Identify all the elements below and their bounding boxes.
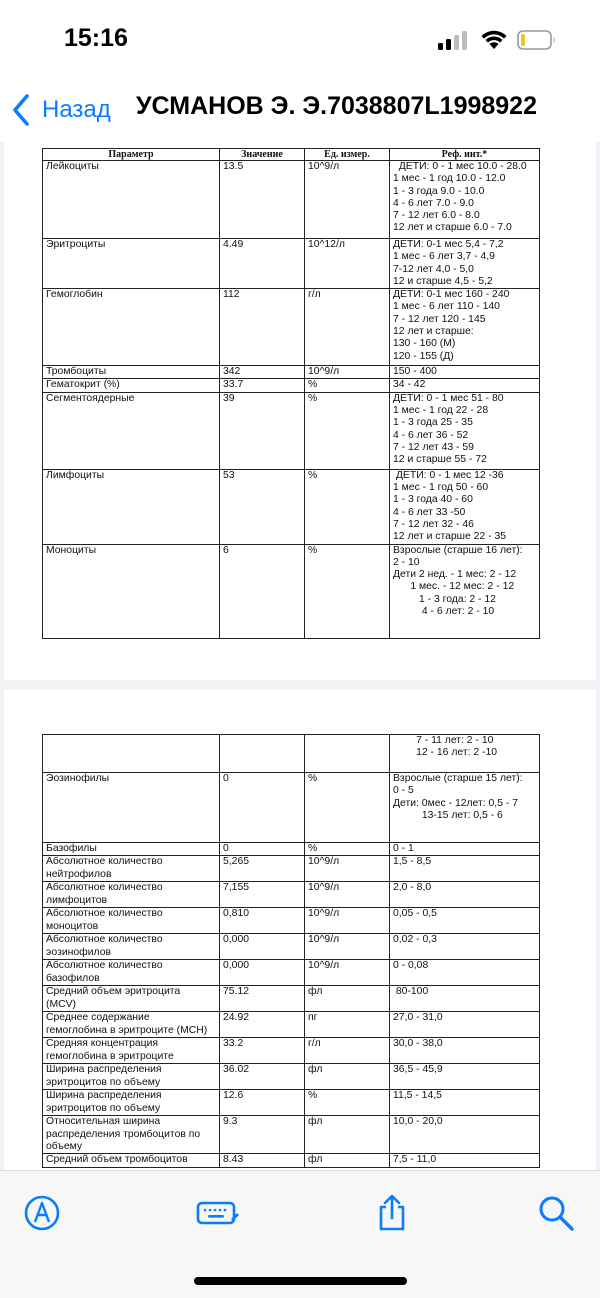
header-value: Значение: [220, 149, 305, 161]
reference-cell: ДЕТИ: 0 - 1 мес 12 -36 1 мес - 1 год 50 - 60 1 - 3 года 40 - 60 4 - 6 лет 33 -50 7 - 12 лет 32 - 46 12 лет и старше 22 - 35: [390, 469, 540, 544]
param-cell: [43, 735, 220, 773]
reference-cell: 36,5 - 45,9: [390, 1064, 540, 1090]
value-cell: 33.7: [220, 379, 305, 392]
value-cell: 13.5: [220, 161, 305, 239]
param-cell: Гемоглобин: [43, 289, 220, 366]
document-page-2: [4, 690, 596, 1170]
param-cell: Эритроциты: [43, 239, 220, 289]
reference-cell: ДЕТИ: 0 - 1 мес 51 - 80 1 мес - 1 год 22 - 28 1 - 3 года 25 - 35 4 - 6 лет 36 - 52 7 - 12 лет 43 - 59 12 и старше 55 - 72: [390, 392, 540, 469]
value-cell: 5,265: [220, 856, 305, 882]
param-cell: Лимфоциты: [43, 469, 220, 544]
table-row: [43, 908, 540, 934]
keyboard-icon[interactable]: [195, 1193, 239, 1233]
reference-cell: 7,5 - 11,0: [390, 1154, 540, 1168]
param-cell: Лейкоциты: [43, 161, 220, 239]
param-cell: Средний объем эритроцита (MCV): [43, 986, 220, 1012]
unit-cell: 10^9/л: [305, 882, 390, 908]
reference-cell: 34 - 42: [390, 379, 540, 392]
param-cell: Ширина распределения эритроцитов по объему: [43, 1064, 220, 1090]
unit-cell: %: [305, 469, 390, 544]
document-page-1: [4, 142, 596, 680]
lab-results-table: [42, 148, 540, 639]
value-cell: 4.49: [220, 239, 305, 289]
table-row: [43, 161, 540, 239]
table-row: [43, 1064, 540, 1090]
reference-cell: Взрослые (старше 16 лет): 2 - 10 Дети 2 нед. - 1 мес: 2 - 12 1 мес. - 12 мес: 2 - 12 1 - 3 года: 2 - 12 4 - 6 лет: 2 - 10: [390, 544, 540, 638]
value-cell: 7,155: [220, 882, 305, 908]
unit-cell: пг: [305, 1012, 390, 1038]
table-row: [43, 1116, 540, 1154]
table-row: [43, 773, 540, 843]
value-cell: 39: [220, 392, 305, 469]
chevron-left-icon: [10, 93, 32, 127]
unit-cell: г/л: [305, 1038, 390, 1064]
table-row: [43, 392, 540, 469]
unit-cell: %: [305, 544, 390, 638]
home-indicator: [194, 1277, 407, 1285]
reference-cell: 11,5 - 14,5: [390, 1090, 540, 1116]
table-row: [43, 843, 540, 856]
value-cell: 36.02: [220, 1064, 305, 1090]
param-cell: Базофилы: [43, 843, 220, 856]
reference-cell: ДЕТИ: 0-1 мес 160 - 240 1 мес - 6 лет 110 - 140 7 - 12 лет 120 - 145 12 лет и старше: 130 - 160 (М) 120 - 155 (Д): [390, 289, 540, 366]
param-cell: Относительная ширина распределения тромбоцитов по объему: [43, 1116, 220, 1154]
share-icon[interactable]: [372, 1193, 412, 1233]
param-cell: Тромбоциты: [43, 366, 220, 379]
status-bar: [0, 0, 600, 80]
value-cell: 12.6: [220, 1090, 305, 1116]
value-cell: 53: [220, 469, 305, 544]
param-cell: Абсолютное количество базофилов: [43, 960, 220, 986]
unit-cell: фл: [305, 1116, 390, 1154]
table-row: [43, 960, 540, 986]
table-row: [43, 379, 540, 392]
reference-cell: 0 - 1: [390, 843, 540, 856]
value-cell: 24.92: [220, 1012, 305, 1038]
reference-cell: 7 - 11 лет: 2 - 10 12 - 16 лет: 2 -10: [390, 735, 540, 773]
search-icon[interactable]: [536, 1193, 576, 1233]
reference-cell: 0,05 - 0,5: [390, 908, 540, 934]
value-cell: 0,810: [220, 908, 305, 934]
param-cell: Абсолютное количество лимфоцитов: [43, 882, 220, 908]
reference-cell: Взрослые (старше 15 лет): 0 - 5 Дети: 0мес - 12лет: 0,5 - 7 13-15 лет: 0,5 - 6: [390, 773, 540, 843]
lab-results-table-continued: [42, 734, 540, 1168]
back-button[interactable]: [10, 90, 111, 130]
value-cell: 0,000: [220, 960, 305, 986]
value-cell: 33.2: [220, 1038, 305, 1064]
table-row: [43, 239, 540, 289]
unit-cell: 10^9/л: [305, 908, 390, 934]
param-cell: Среднее содержание гемоглобина в эритроците (MCH): [43, 1012, 220, 1038]
param-cell: Абсолютное количество нейтрофилов: [43, 856, 220, 882]
reference-cell: 27,0 - 31,0: [390, 1012, 540, 1038]
table-row: [43, 882, 540, 908]
markup-icon[interactable]: [22, 1193, 62, 1233]
table-row: [43, 366, 540, 379]
back-label: Назад: [42, 96, 111, 123]
value-cell: 75.12: [220, 986, 305, 1012]
unit-cell: [305, 735, 390, 773]
value-cell: 0: [220, 773, 305, 843]
table-row: [43, 1038, 540, 1064]
status-time: 15:16: [64, 24, 128, 52]
unit-cell: фл: [305, 986, 390, 1012]
unit-cell: %: [305, 1090, 390, 1116]
param-cell: Средний объем тромбоцитов: [43, 1154, 220, 1168]
param-cell: Средняя концентрация гемоглобина в эритроците: [43, 1038, 220, 1064]
reference-cell: ДЕТИ: 0 - 1 мес 10.0 - 28.0 1 мес - 1 год 10.0 - 12.0 1 - 3 года 9.0 - 10.0 4 - 6 лет 7.0 - 9.0 7 - 12 лет 6.0 - 8.0 12 лет и старше 6.0 - 7.0: [390, 161, 540, 239]
value-cell: [220, 735, 305, 773]
unit-cell: %: [305, 392, 390, 469]
unit-cell: фл: [305, 1064, 390, 1090]
reference-cell: 0,02 - 0,3: [390, 934, 540, 960]
param-cell: Ширина распределения эритроцитов по объему: [43, 1090, 220, 1116]
param-cell: Абсолютное количество моноцитов: [43, 908, 220, 934]
value-cell: 9.3: [220, 1116, 305, 1154]
param-cell: Сегментоядерные: [43, 392, 220, 469]
param-cell: Эозинофилы: [43, 773, 220, 843]
value-cell: 112: [220, 289, 305, 366]
table-row: [43, 469, 540, 544]
value-cell: 0,000: [220, 934, 305, 960]
unit-cell: %: [305, 843, 390, 856]
table-row: [43, 289, 540, 366]
cellular-signal-icon: [438, 30, 470, 50]
table-row: [43, 1090, 540, 1116]
value-cell: 342: [220, 366, 305, 379]
unit-cell: 10^9/л: [305, 366, 390, 379]
value-cell: 8.43: [220, 1154, 305, 1168]
reference-cell: 30,0 - 38,0: [390, 1038, 540, 1064]
header-unit: Ед. измер.: [305, 149, 390, 161]
table-row: [43, 1154, 540, 1168]
reference-cell: 0 - 0,08: [390, 960, 540, 986]
table-row: [43, 856, 540, 882]
navigation-bar: [0, 80, 600, 142]
table-row: [43, 544, 540, 638]
reference-cell: 1,5 - 8,5: [390, 856, 540, 882]
param-cell: Гематокрит (%): [43, 379, 220, 392]
table-row: [43, 986, 540, 1012]
unit-cell: %: [305, 773, 390, 843]
unit-cell: 10^9/л: [305, 960, 390, 986]
battery-icon: [517, 30, 557, 50]
unit-cell: фл: [305, 1154, 390, 1168]
document-title: УСМАНОВ Э. Э.7038807L1998922: [136, 92, 537, 120]
unit-cell: 10^12/л: [305, 239, 390, 289]
param-cell: Абсолютное количество эозинофилов: [43, 934, 220, 960]
param-cell: Моноциты: [43, 544, 220, 638]
unit-cell: 10^9/л: [305, 856, 390, 882]
unit-cell: г/л: [305, 289, 390, 366]
value-cell: 6: [220, 544, 305, 638]
table-row: [43, 1012, 540, 1038]
reference-cell: 150 - 400: [390, 366, 540, 379]
header-parameter: Параметр: [43, 149, 220, 161]
table-row: [43, 735, 540, 773]
wifi-icon: [480, 28, 508, 50]
unit-cell: 10^9/л: [305, 934, 390, 960]
reference-cell: 10,0 - 20,0: [390, 1116, 540, 1154]
reference-cell: 2,0 - 8,0: [390, 882, 540, 908]
unit-cell: %: [305, 379, 390, 392]
unit-cell: 10^9/л: [305, 161, 390, 239]
reference-cell: ДЕТИ: 0-1 мес 5,4 - 7,2 1 мес - 6 лет 3,7 - 4,9 7-12 лет 4,0 - 5,0 12 и старше 4,5 - 5,2: [390, 239, 540, 289]
reference-cell: 80-100: [390, 986, 540, 1012]
table-header-row: [43, 149, 540, 161]
table-row: [43, 934, 540, 960]
document-viewer[interactable]: [0, 142, 600, 1170]
header-reference: Реф. инт.*: [390, 149, 540, 161]
value-cell: 0: [220, 843, 305, 856]
